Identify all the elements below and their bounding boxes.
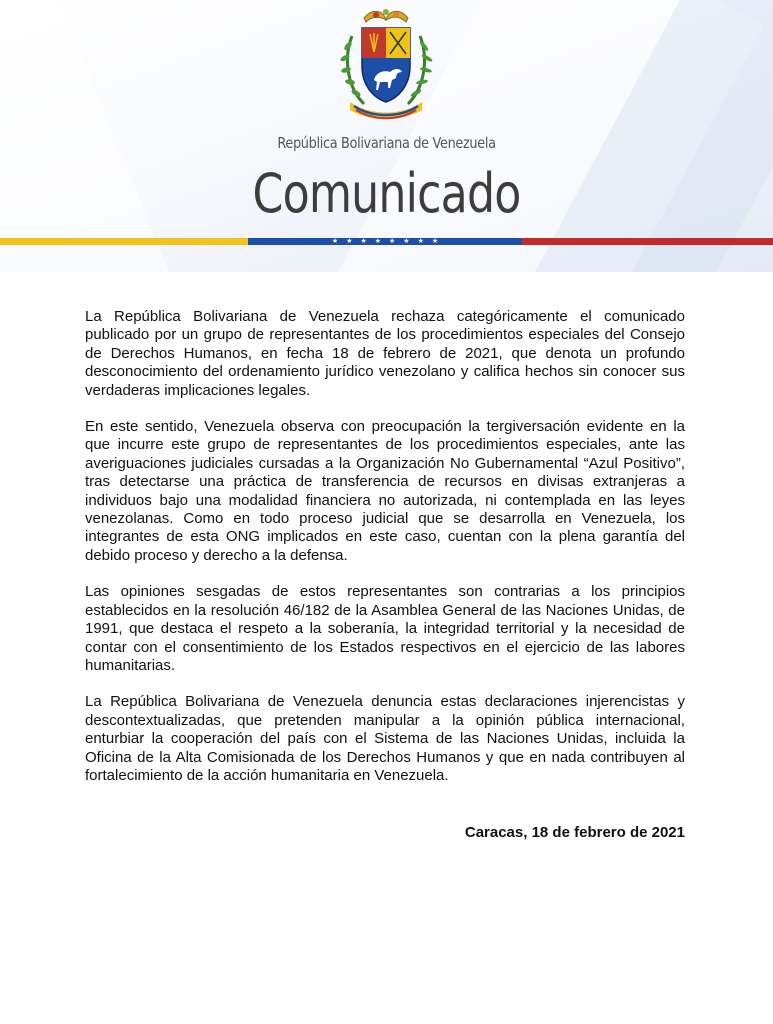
flag-stars: [248, 237, 522, 246]
page-title: Comunicado: [252, 162, 521, 225]
flag-stripe-yellow: [0, 238, 248, 245]
paragraph: La República Bolivariana de Venezuela denuncia estas declaraciones injerencistas y descontextualizadas, que pretenden manipular a la opinión pública internacional, enturbiar la cooperación del país con el Sistema de las Naciones Unidas, incluida la Oficina de la Alta Comisionada de los Derechos Humanos y que en nada contribuyen al fortalecimiento de la acción humanitaria en Venezuela.: [85, 693, 685, 784]
star-icon: ★: [403, 238, 410, 245]
paragraph: Las opiniones sesgadas de estos representantes son contrarias a los principios establecidos en la resolución 46/182 de la Asamblea General de las Naciones Unidas, de 1991, que destaca el respeto a la soberanía, la integridad territorial y la necesidad de contar con el consentimiento de los Estados respectivos en el ejercicio de las labores humanitarias.: [85, 583, 685, 674]
star-icon: ★: [346, 238, 353, 245]
header-banner: [0, 0, 773, 272]
star-icon: ★: [374, 238, 381, 245]
coat-of-arms-icon: [330, 6, 442, 120]
star-icon: ★: [331, 238, 339, 245]
star-icon: ★: [360, 238, 367, 245]
republic-name: República Bolivariana de Venezuela: [277, 134, 496, 152]
paragraph: La República Bolivariana de Venezuela rechaza categóricamente el comunicado publicado por un grupo de representantes de los procedimientos especiales del Consejo de Derechos Humanos, en fecha 18 de febrero de 2021, que denota un profundo desconocimiento del ordenamiento jurídico venezolano y califica hechos sin conocer sus verdaderas implicaciones legales.: [85, 308, 685, 399]
star-icon: ★: [417, 238, 424, 245]
communique-body: [85, 308, 685, 803]
signoff-date: Caracas, 18 de febrero de 2021: [464, 824, 685, 841]
flag-stripe-red: [522, 238, 773, 245]
paragraph: En este sentido, Venezuela observa con preocupación la tergiversación evidente en la que incurre este grupo de representantes de los procedimientos especiales, ante las averiguaciones judiciales cursadas a la Organización No Gubernamental “Azul Positivo”, tras detectarse una práctica de transferencia de recursos en divisas extranjeras a individuos bajo una modalidad financiera no autorizada, ni contemplada en las leyes venezolanas. Como en todo proceso judicial que se desarrolla en Venezuela, los integrantes de esta ONG implicados en este caso, cuentan con la plena garantía del debido proceso y derecho a la defensa.: [85, 418, 685, 564]
star-icon: ★: [389, 238, 396, 245]
star-icon: ★: [431, 238, 439, 245]
